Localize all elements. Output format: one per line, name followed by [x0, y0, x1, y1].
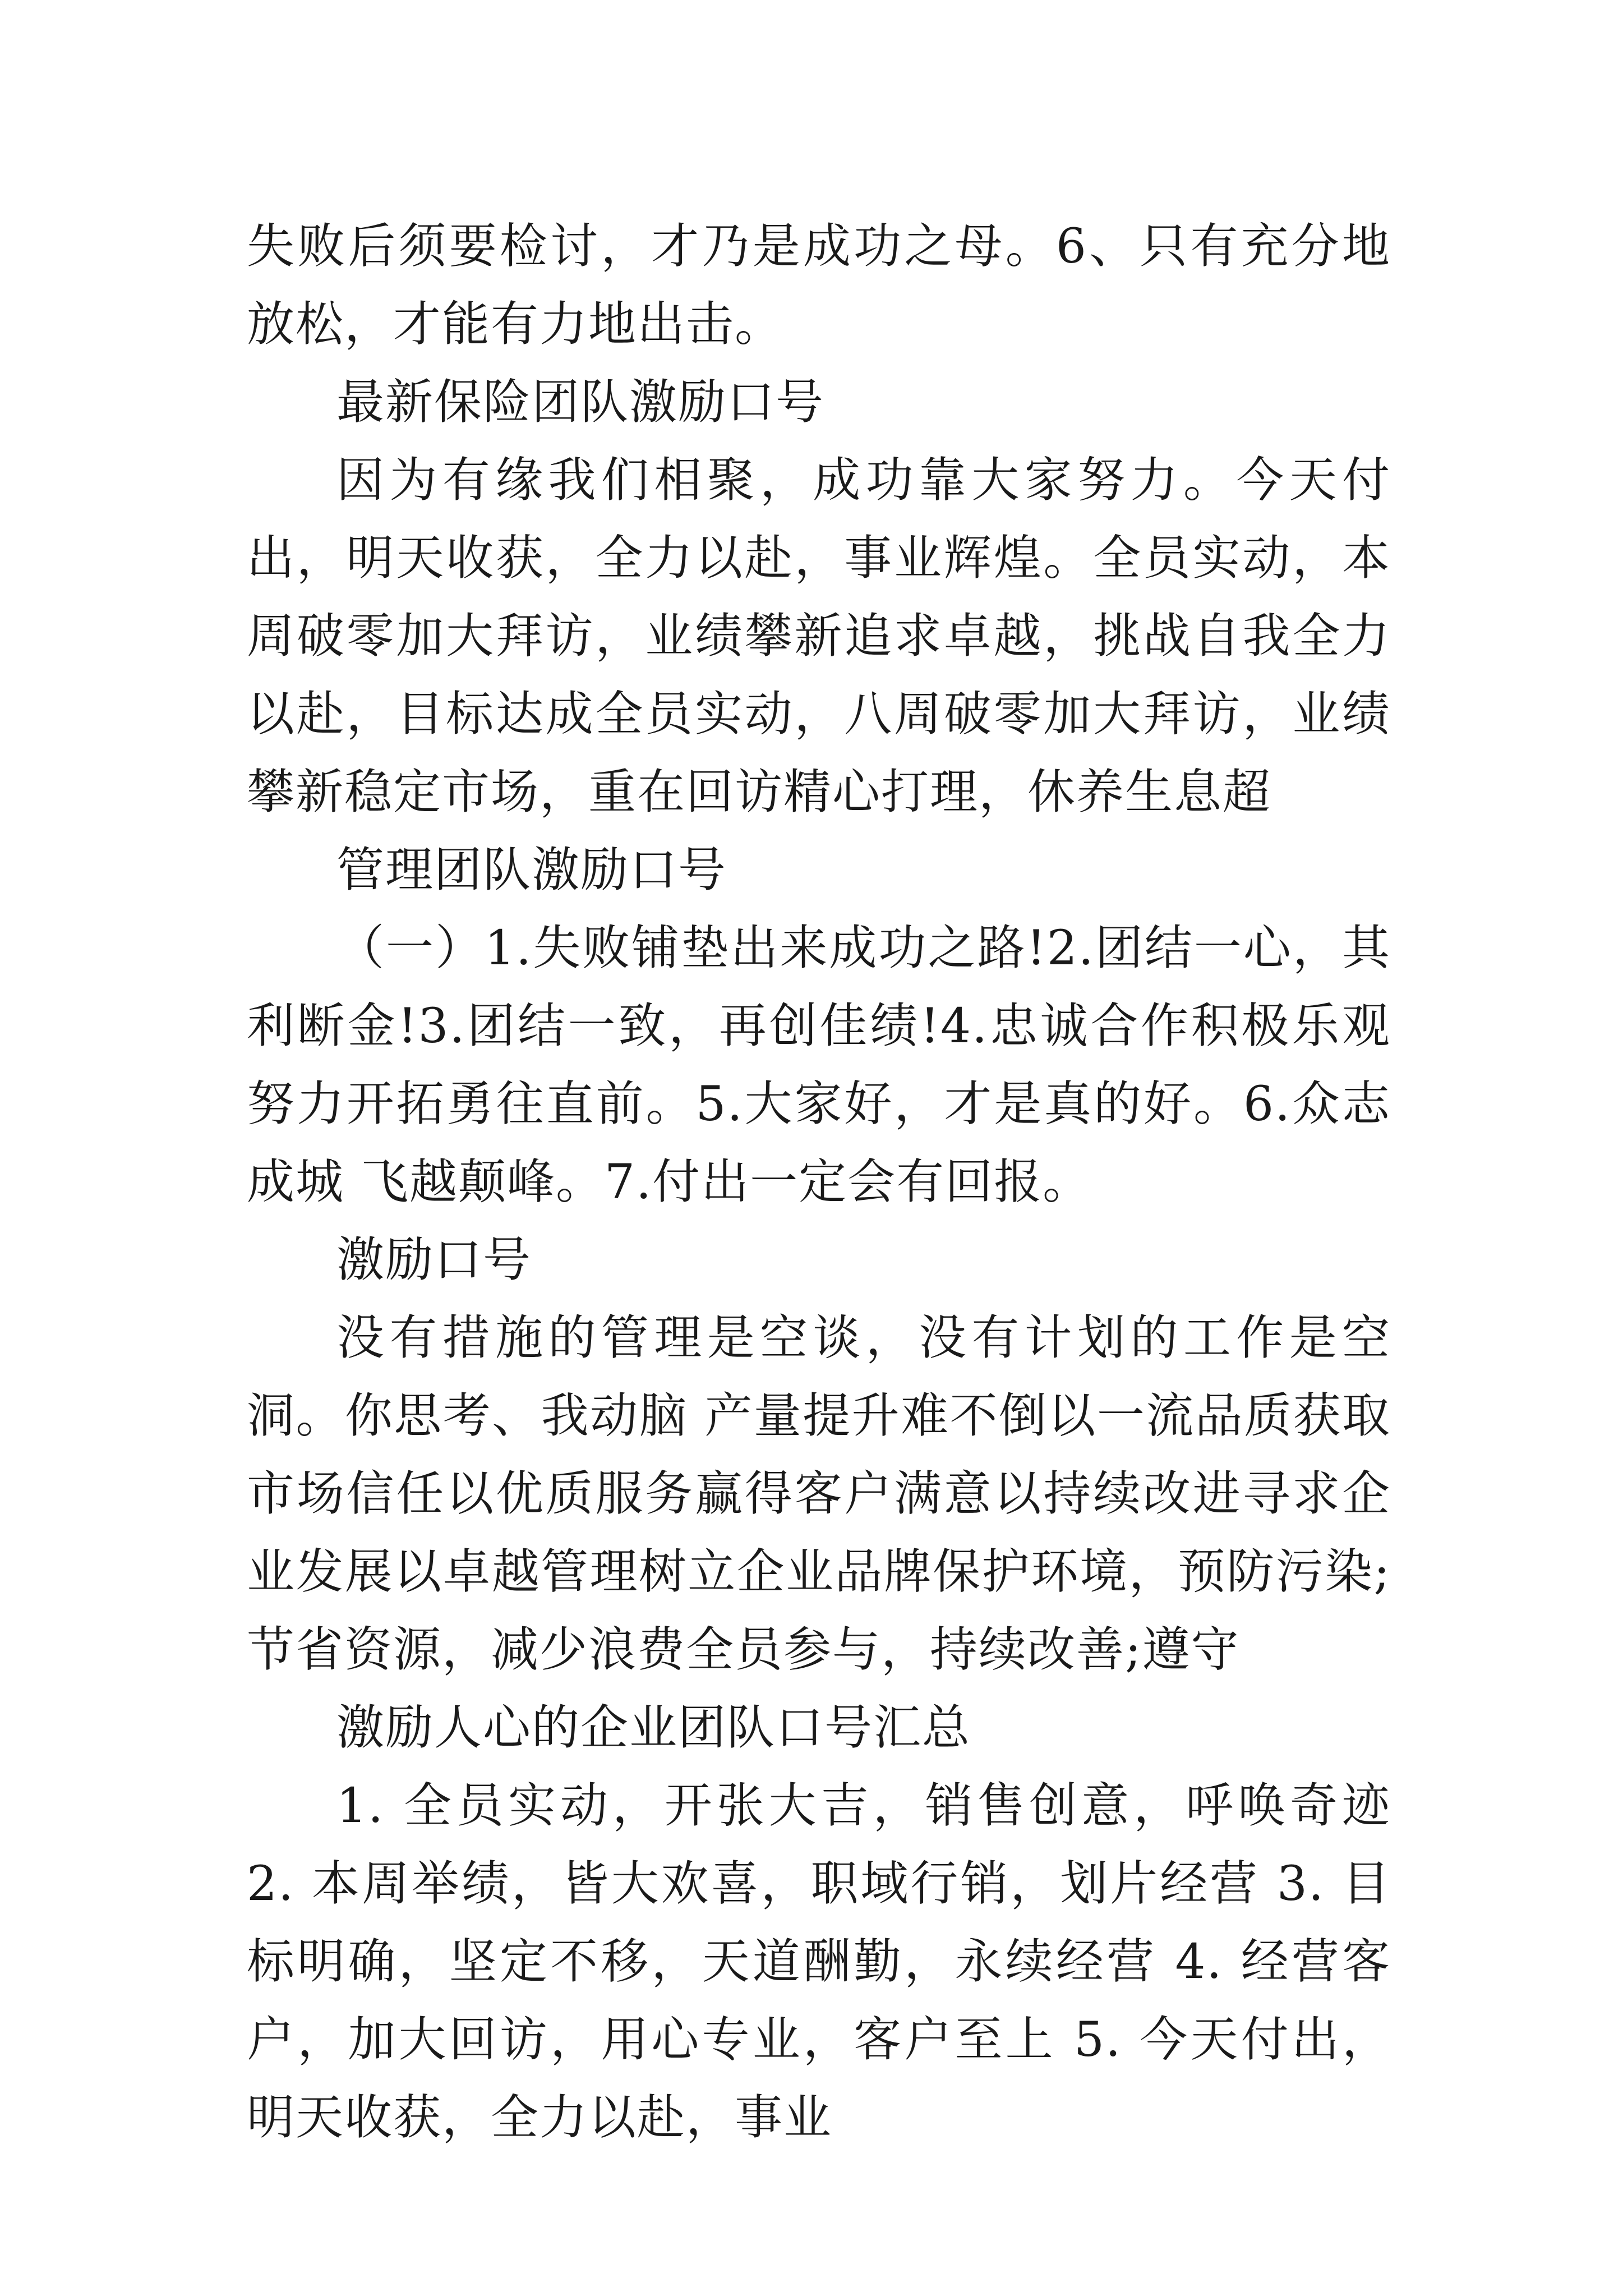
paragraph-insurance-team-slogans: 因为有缘我们相聚，成功靠大家努力。今天付出，明天收获，全力以赴，事业辉煌。全员实动，本周破零加大拜访，业绩攀新追求卓越，挑战自我全力以赴，目标达成全员实动，八周破零加大拜访，业绩攀新稳定市场，重在回访精心打理，休养生息超	[247, 453, 1391, 820]
section-heading-insurance-team-slogans: 最新保险团队激励口号	[336, 375, 825, 430]
section-heading-management-team-slogans: 管理团队激励口号	[336, 843, 727, 898]
paragraph-enterprise-team-slogans: 1. 全员实动，开张大吉，销售创意，呼唤奇迹 2. 本周举绩，皆大欢喜，职域行销，划片经营 3. 目标明确，坚定不移，天道酬勤，永续经营 4. 经营客户，加大回访，用心专业，客户至上 5. 今天付出，明天收获，全力以赴，事业	[247, 1778, 1391, 2146]
paragraph-motivational-slogans: 没有措施的管理是空谈，没有计划的工作是空洞。你思考、我动脑 产量提升难不倒以一流品质获取市场信任以优质服务赢得客户满意以持续改进寻求企业发展以卓越管理树立企业品牌保护环境，预防污染;节省资源，减少浪费全员参与，持续改善;遵守	[247, 1310, 1391, 1678]
section-heading-motivational-slogans: 激励口号	[336, 1232, 532, 1288]
document-body	[247, 208, 1391, 2157]
section-heading-enterprise-team-slogans: 激励人心的企业团队口号汇总	[336, 1700, 971, 1756]
paragraph-continuation: 失败后须要检讨，才乃是成功之母。6、只有充分地放松，才能有力地出击。	[247, 219, 1391, 352]
paragraph-management-team-slogans: （一）1.失败铺垫出来成功之路!2.团结一心，其利断金!3.团结一致，再创佳绩!4.忠诚合作积极乐观努力开拓勇往直前。5.大家好，才是真的好。6.众志成城 飞越颠峰。7.付出一定会有回报。	[247, 921, 1391, 1210]
